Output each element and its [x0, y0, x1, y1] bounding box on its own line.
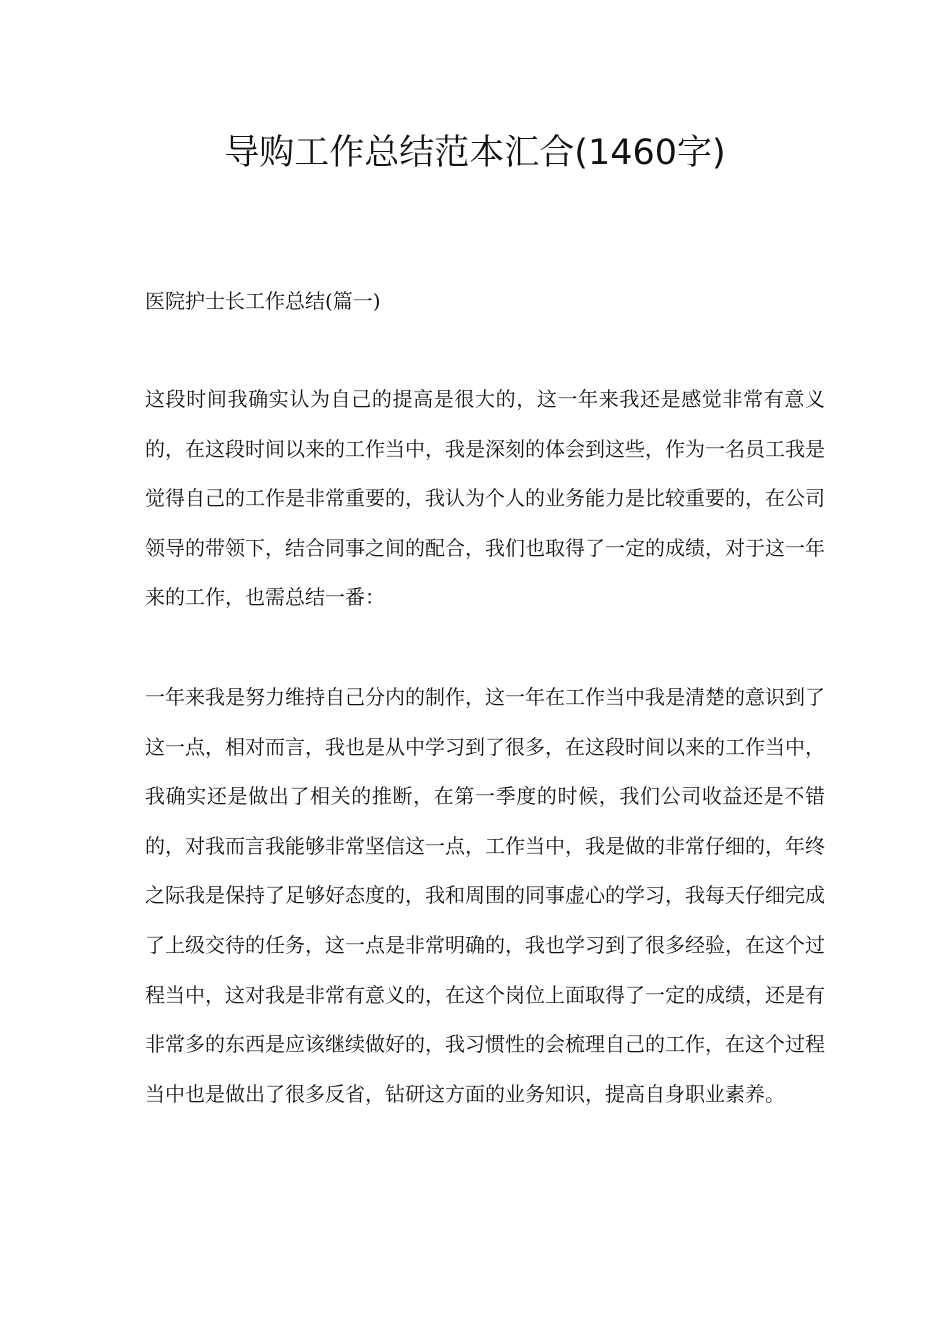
section-heading: 医院护士长工作总结(篇一): [145, 289, 381, 313]
body-paragraph-1: 这段时间我确实认为自己的提高是很大的，这一年来我还是感觉非常有意义的，在这段时间以来的工作当中，我是深刻的体会到这些，作为一名员工我是觉得自己的工作是非常重要的，我认为个人的业务能力是比较重要的，在公司领导的带领下，结合同事之间的配合，我们也取得了一定的成绩，对于这一年来的工作，也需总结一番：: [145, 387, 825, 610]
document-title: 导购工作总结范本汇合(1460字): [224, 133, 726, 173]
body-paragraph-2: 一年来我是努力维持自己分内的制作，这一年在工作当中我是清楚的意识到了这一点，相对而言，我也是从中学习到了很多，在这段时间以来的工作当中，我确实还是做出了相关的推断，在第一季度的时候，我们公司收益还是不错的，对我而言我能够非常坚信这一点，工作当中，我是做的非常仔细的，年终之际我是保持了足够好态度的，我和周围的同事虚心的学习，我每天仔细完成了上级交待的任务，这一点是非常明确的，我也学习到了很多经验，在这个过程当中，这对我是非常有意义的，在这个岗位上面取得了一定的成绩，还是有非常多的东西是应该继续做好的，我习惯性的会梳理自己的工作，在这个过程当中也是做出了很多反省，钻研这方面的业务知识，提高自身职业素养。: [145, 685, 825, 1106]
